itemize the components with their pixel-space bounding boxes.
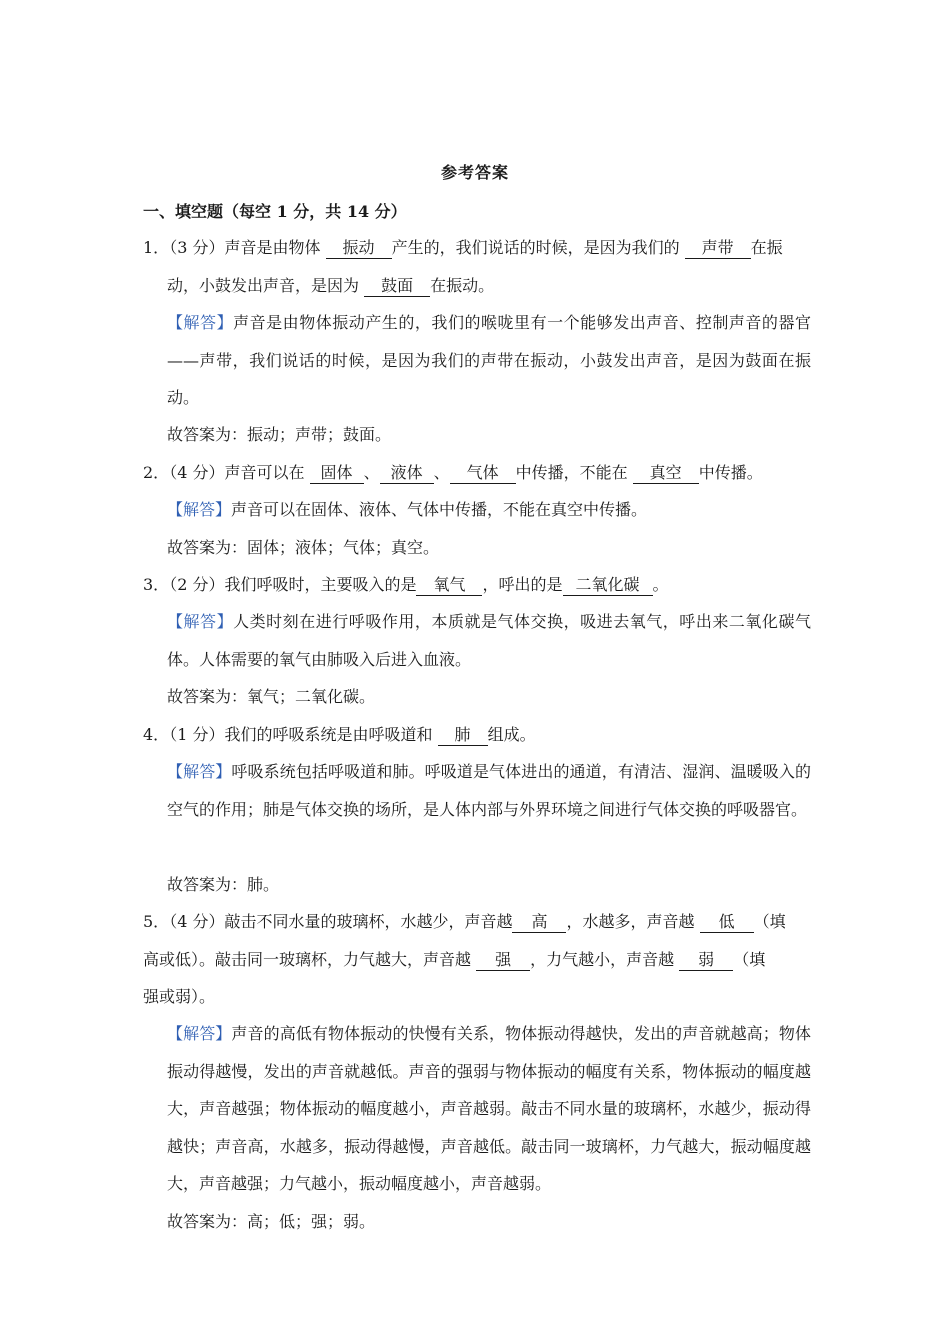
question-1 xyxy=(143,229,811,304)
analysis-text: 声音可以在固体、液体、气体中传播，不能在真空中传播。 xyxy=(231,500,648,519)
question-text: 组成。 xyxy=(487,725,536,744)
answer-blank: 固体 xyxy=(310,463,364,484)
question-text: 中传播，不能在 xyxy=(515,463,633,482)
question-text: 、 xyxy=(363,463,380,482)
question-text: 高或低）。敲击同一玻璃杯，力气越大，声音越 xyxy=(143,949,477,969)
question-text: ，呼出的是 xyxy=(482,575,563,594)
page-title: 参考答案 xyxy=(440,163,509,182)
analysis-3 xyxy=(167,603,811,678)
answer-blank: 液体 xyxy=(380,463,434,484)
answer-blank: 肺 xyxy=(438,725,488,746)
question-4 xyxy=(143,716,811,754)
answer-blank: 真空 xyxy=(633,463,699,484)
question-text: ，力气越小，声音越 xyxy=(530,949,680,969)
answer-blank: 声带 xyxy=(685,238,751,259)
question-text: （填 xyxy=(753,912,786,931)
answer-blank: 鼓面 xyxy=(364,276,430,297)
question-score: （4 分） xyxy=(169,912,225,931)
question-score: （4 分） xyxy=(169,463,225,482)
question-number: 5． xyxy=(143,912,170,931)
final-answer-5: 故答案为：高；低；强；弱。 xyxy=(167,1212,376,1231)
question-text: 敲击不同水量的玻璃杯，水越少，声音越 xyxy=(224,912,513,931)
question-text: 声音是由物体 xyxy=(224,238,326,257)
analysis-text: 人类时刻在进行呼吸作用，本质就是气体交换，吸进去氧气，呼出来二氧化碳气体。人体需要的氧气由肺吸入后进入血液。 xyxy=(167,612,811,669)
question-text: （填 xyxy=(733,949,766,969)
answer-blank: 高 xyxy=(512,912,566,933)
question-text: 。 xyxy=(652,575,669,594)
answer-blank: 振动 xyxy=(326,238,392,259)
question-text: 声音可以在 xyxy=(224,463,310,482)
question-text: 在振动。 xyxy=(430,275,495,295)
analysis-text: 声音是由物体振动产生的，我们的喉咙里有一个能够发出声音、控制声音的器官——声带，我们说话的时候，是因为我们的声带在振动，小鼓发出声音，是因为鼓面在振动。 xyxy=(167,313,811,407)
analysis-tag: 【解答】 xyxy=(167,762,232,781)
analysis-2 xyxy=(167,491,811,529)
answer-blank: 低 xyxy=(700,912,754,933)
question-number: 2． xyxy=(143,463,170,482)
question-score: （1 分） xyxy=(169,725,225,744)
question-3 xyxy=(143,566,811,604)
analysis-1 xyxy=(167,304,811,417)
question-text: 产生的，我们说话的时候，是因为我们的 xyxy=(391,238,685,257)
final-answer-1: 故答案为：振动；声带；鼓面。 xyxy=(167,425,392,444)
analysis-4 xyxy=(167,753,811,828)
analysis-text: 声音的高低有物体振动的快慢有关系，物体振动得越快，发出的声音就越高；物体振动得越慢，发出的声音就越低。声音的强弱与物体振动的幅度有关系，物体振动的幅度越大，声音越强；物体振动的幅度越小，声音越弱。敲击不同水量的玻璃杯，水越少，振动得越快；声音高，水越多，振动得越慢，声音越低。敲击同一玻璃杯，力气越大，振动幅度越大，声音越强；力气越小，振动幅度越小，声音越弱。 xyxy=(167,1024,811,1193)
analysis-tag: 【解答】 xyxy=(167,612,234,631)
question-text: 、 xyxy=(433,463,450,482)
question-text: 我们呼吸时，主要吸入的是 xyxy=(224,575,417,594)
analysis-tag: 【解答】 xyxy=(167,500,232,519)
final-answer-4: 故答案为：肺。 xyxy=(167,875,280,894)
answer-blank: 二氧化碳 xyxy=(563,575,653,596)
question-text: 强或弱）。 xyxy=(143,987,216,1006)
answer-blank: 弱 xyxy=(679,950,733,971)
analysis-tag: 【解答】 xyxy=(167,313,234,332)
question-number: 4． xyxy=(143,725,170,744)
analysis-5 xyxy=(167,1015,811,1203)
question-number: 1． xyxy=(143,238,170,257)
question-2 xyxy=(143,454,811,492)
section-heading: 一、填空题（每空 1 分，共 14 分） xyxy=(143,202,407,221)
answer-blank: 气体 xyxy=(450,463,516,484)
analysis-text: 呼吸系统包括呼吸道和肺。呼吸道是气体进出的通道，有清洁、湿润、温暖吸入的空气的作用；肺是气体交换的场所，是人体内部与外界环境之间进行气体交换的呼吸器官。 xyxy=(167,762,811,819)
question-score: （2 分） xyxy=(169,575,225,594)
question-score: （3 分） xyxy=(169,238,225,257)
analysis-tag: 【解答】 xyxy=(167,1024,232,1043)
final-answer-3: 故答案为：氧气；二氧化碳。 xyxy=(167,687,376,706)
question-text: 中传播。 xyxy=(698,463,763,482)
answer-blank: 强 xyxy=(476,950,530,971)
question-text: 在振 xyxy=(750,238,783,257)
answer-blank: 氧气 xyxy=(416,575,482,596)
question-5 xyxy=(143,903,811,1016)
question-text: ，水越多，声音越 xyxy=(566,912,700,931)
final-answer-2: 故答案为：固体；液体；气体；真空。 xyxy=(167,538,440,557)
question-text: 动，小鼓发出声音，是因为 xyxy=(167,275,365,295)
question-number: 3． xyxy=(143,575,170,594)
question-text: 我们的呼吸系统是由呼吸道和 xyxy=(224,725,438,744)
